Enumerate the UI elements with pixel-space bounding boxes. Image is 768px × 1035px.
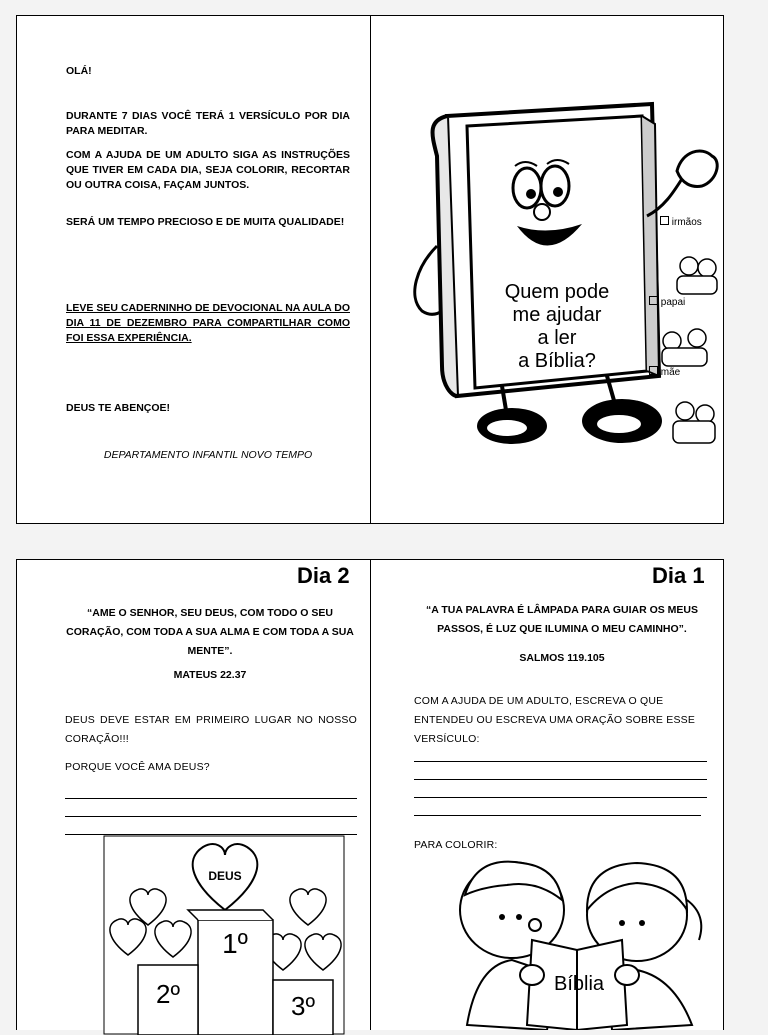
intro-paragraph: DURANTE 7 DIAS VOCÊ TERÁ 1 VERSÍCULO POR DIA PARA MEDITAR. [66, 110, 350, 137]
dia-2-title: Dia 2 [297, 563, 350, 588]
department-signature: DEPARTAMENTO INFANTIL NOVO TEMPO [103, 449, 313, 461]
question-line-4: a Bíblia? [518, 350, 596, 372]
question-line-2: me ajudar [512, 304, 602, 326]
dia-2-reference: MATEUS 22.37 [173, 669, 247, 681]
color-label: PARA COLORIR: [414, 839, 498, 851]
answer-line[interactable] [65, 798, 357, 799]
dia-1-reference: SALMOS 119.105 [519, 652, 605, 664]
dia-1-verse: “A TUA PALAVRA É LÂMPADA PARA GUIAR OS MEUS PASSOS, É LUZ QUE ILUMINA O MEU CAMINHO”. [425, 604, 699, 635]
writing-line[interactable] [414, 797, 707, 798]
podium-third: 3º [291, 991, 315, 1021]
fold-divider [370, 16, 371, 523]
booklet-sheet-1 [16, 15, 724, 524]
checkbox-irmaos[interactable] [660, 216, 669, 225]
option-papai[interactable]: papai [649, 296, 685, 308]
dia-1-title: Dia 1 [652, 563, 705, 588]
greeting: OLÁ! [66, 65, 92, 77]
blessing: DEUS TE ABENÇOE! [66, 402, 171, 414]
writing-line[interactable] [414, 815, 701, 816]
option-mae[interactable]: mãe [649, 366, 680, 378]
booklet-sheet-2 [16, 559, 724, 1030]
heart-deus-label: DEUS [208, 869, 242, 883]
dia-2-text: DEUS DEVE ESTAR EM PRIMEIRO LUGAR NO NOSSO CORAÇÃO!!! [65, 714, 357, 745]
dia-2-question: PORQUE VOCÊ AMA DEUS? [65, 761, 210, 773]
fold-divider-2 [370, 560, 371, 1030]
podium-hearts-illustration [103, 835, 353, 1035]
writing-line[interactable] [414, 779, 707, 780]
share-paragraph: LEVE SEU CADERNINHO DE DEVOCIONAL NA AULA DO DIA 11 DE DEZEMBRO PARA COMPARTILHAR COMO FOI ESSA EXPERIÊNCIA. [66, 302, 350, 344]
writing-line[interactable] [414, 761, 707, 762]
children-reading-bible-illustration [437, 855, 717, 1030]
instructions-paragraph: COM A AJUDA DE UM ADULTO SIGA AS INSTRUÇÕES QUE TIVER EM CADA DIA, SEJA COLORIR, RECORTAR OU OUTRA COISA, FAÇAM JUNTOS. [66, 149, 350, 191]
dia-1-instruction: COM A AJUDA DE UM ADULTO, ESCREVA O QUE ENTENDEU OU ESCREVA UMA ORAÇÃO SOBRE ESSE VERSÍCULO: [414, 695, 696, 745]
podium-first: 1º [222, 928, 248, 959]
checkbox-mae[interactable] [649, 366, 658, 375]
checkbox-papai[interactable] [649, 296, 658, 305]
book-label: Bíblia [553, 973, 605, 995]
answer-line[interactable] [65, 816, 357, 817]
quality-paragraph: SERÁ UM TEMPO PRECIOSO E DE MUITA QUALIDADE! [66, 216, 345, 228]
question-line-1: Quem pode [504, 281, 610, 303]
bible-cartoon-illustration [397, 76, 727, 466]
option-irmaos[interactable]: irmãos [660, 216, 702, 228]
podium-second: 2º [156, 979, 180, 1009]
dia-2-verse: “AME O SENHOR, SEU DEUS, COM TODO O SEU CORAÇÃO, COM TODA A SUA ALMA E COM TODA A SUA MENTE”. [66, 607, 354, 657]
question-line-3: a ler [537, 327, 577, 349]
